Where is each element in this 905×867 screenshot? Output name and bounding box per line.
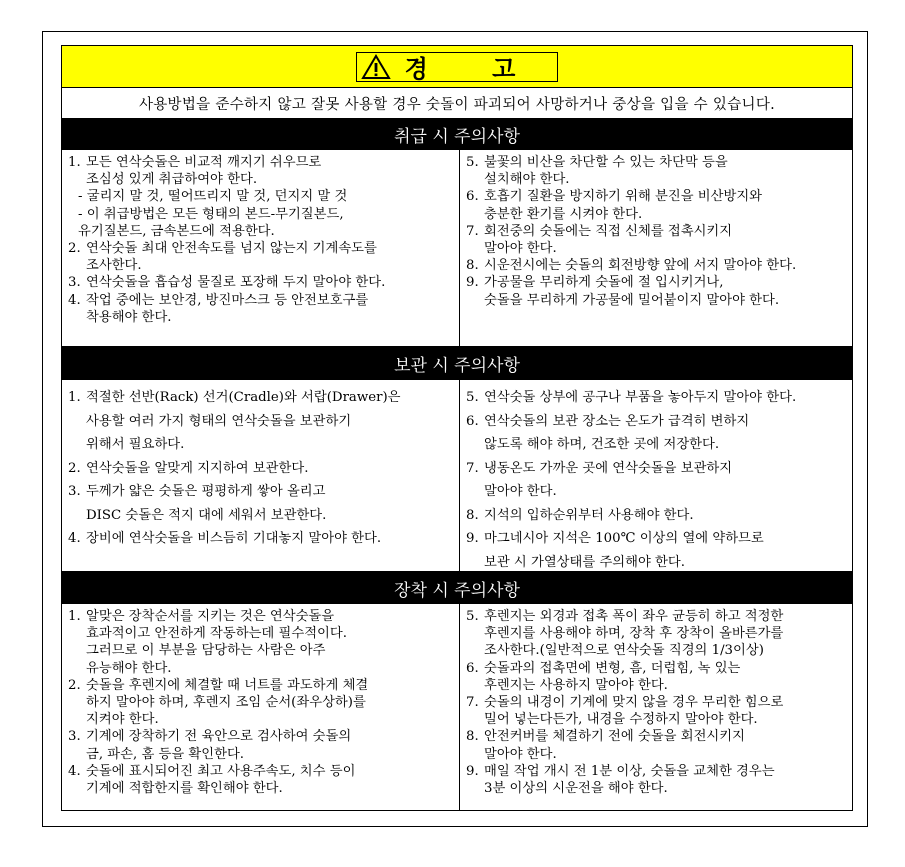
list-item <box>68 206 453 240</box>
mounting-right-column <box>460 604 852 810</box>
item-line <box>466 433 846 457</box>
list-item <box>466 154 846 188</box>
item-text: 지석의 입하순위부터 사용해야 한다. <box>484 507 694 523</box>
item-text: 적절한 선반(Rack) 선거(Cradle)와 서랍(Drawer)은 <box>86 390 401 405</box>
item-line <box>68 274 453 291</box>
item-line <box>466 480 846 504</box>
item-number: 6. <box>466 189 479 205</box>
list-item <box>68 274 453 291</box>
item-text: 밀어 넣는다든가, 내경을 수정하지 말아야 한다. <box>484 712 758 728</box>
item-line <box>466 660 846 677</box>
item-text: 지켜야 한다. <box>86 712 159 728</box>
item-line <box>466 457 846 481</box>
mounting-left-column <box>62 604 460 810</box>
item-line <box>68 154 453 171</box>
item-number: 8. <box>466 258 479 274</box>
list-item <box>466 188 846 222</box>
item-line <box>466 728 846 745</box>
section-body-mounting <box>62 604 852 810</box>
item-line <box>68 171 453 188</box>
item-number: 3. <box>68 484 81 499</box>
item-line <box>466 188 846 205</box>
item-text: 보관 시 가열상태를 주의해야 한다. <box>484 554 685 570</box>
item-number: 5. <box>466 390 479 405</box>
list-item <box>466 763 846 797</box>
item-line <box>466 206 846 223</box>
item-number: 7. <box>466 223 479 239</box>
item-number: 8. <box>466 729 479 745</box>
list-item <box>466 660 846 694</box>
item-line <box>68 309 453 326</box>
item-text: 말아야 한다. <box>484 484 557 499</box>
item-line <box>466 625 846 642</box>
item-text: 숫돌에 표시되어진 최고 사용주속도, 치수 등이 <box>86 763 356 779</box>
item-line <box>68 608 453 625</box>
item-text: 기계에 적합한지를 확인해야 한다. <box>86 781 283 797</box>
item-line <box>466 763 846 780</box>
item-line <box>466 410 846 434</box>
item-line <box>68 386 453 410</box>
item-line <box>466 274 846 291</box>
list-item <box>68 608 453 677</box>
list-item <box>466 527 846 574</box>
item-line <box>466 608 846 625</box>
item-line <box>466 780 846 797</box>
list-item <box>68 457 453 481</box>
warning-title-box <box>356 52 559 82</box>
item-line <box>68 763 453 780</box>
list-item <box>466 457 846 504</box>
item-line <box>68 746 453 763</box>
item-line <box>466 240 846 257</box>
list-item <box>466 608 846 660</box>
handling-left-column <box>62 150 460 346</box>
item-number: 4. <box>68 292 81 308</box>
item-number: 8. <box>466 507 479 523</box>
item-line <box>68 728 453 745</box>
item-number: 7. <box>466 460 479 476</box>
item-text: 숫돌의 내경이 기계에 맞지 않을 경우 무리한 힘으로 <box>484 695 784 711</box>
item-text: 설치해야 한다. <box>484 172 570 188</box>
item-text: 연삭숫돌의 보관 장소는 온도가 급격히 변하지 <box>484 413 750 429</box>
item-text: 3분 이상의 시운전을 해야 한다. <box>484 781 668 797</box>
item-line <box>68 677 453 694</box>
item-line <box>68 711 453 728</box>
item-text: 후렌지를 사용해야 하며, 장착 후 장착이 올바른가를 <box>484 626 784 642</box>
item-text: 연삭숫돌 최대 안전속도를 넘지 않는지 기계속도를 <box>86 241 377 257</box>
item-line <box>466 171 846 188</box>
list-item <box>466 410 846 457</box>
item-line <box>68 240 453 257</box>
list-item <box>466 694 846 728</box>
item-line <box>466 527 846 551</box>
item-text: 알맞은 장착순서를 지키는 것은 연삭숫돌을 <box>86 609 335 624</box>
handling-right-column <box>460 150 852 346</box>
item-number: 3. <box>68 275 81 291</box>
item-text: 매일 작업 개시 전 1분 이상, 숫돌을 교체한 경우는 <box>484 763 775 779</box>
item-line <box>466 711 846 728</box>
list-item <box>68 292 453 326</box>
item-number: 9. <box>466 275 479 291</box>
item-text: 사용할 여러 가지 형태의 연삭숫돌을 보관하기 <box>86 413 352 429</box>
item-list <box>466 386 846 574</box>
item-line <box>68 660 453 677</box>
item-text: 마그네시아 지석은 100℃ 이상의 열에 약하므로 <box>484 531 764 546</box>
item-text: 숫돌을 무리하게 가공물에 밀어붙이지 말아야 한다. <box>484 292 780 308</box>
item-text: 연삭숫돌을 알맞게 지지하여 보관한다. <box>86 460 309 476</box>
item-number: 2. <box>68 241 81 257</box>
item-text: - 이 취급방법은 모든 형태의 본드-무기질본드, <box>78 206 344 222</box>
item-line <box>68 223 453 240</box>
item-text: 숫돌을 후렌지에 체결할 때 너트를 과도하게 체결 <box>86 677 369 693</box>
item-text: 기계에 장착하기 전 육안으로 검사하여 숫돌의 <box>86 729 352 745</box>
item-line <box>68 188 453 205</box>
item-text: 연삭숫돌 상부에 공구나 부품을 놓아두지 말아야 한다. <box>484 390 797 405</box>
item-text: 작업 중에는 보안경, 방진마스크 등 안전보호구를 <box>86 292 369 308</box>
list-item <box>466 386 846 410</box>
item-line <box>68 206 453 223</box>
list-item <box>68 188 453 205</box>
list-item <box>466 274 846 308</box>
item-line <box>466 386 846 410</box>
item-text: 그러므로 이 부분을 담당하는 사람은 아주 <box>86 643 326 659</box>
item-number: 1. <box>68 609 81 624</box>
item-text: 불꽃의 비산을 차단할 수 있는 차단막 등을 <box>484 155 728 170</box>
item-text: 후렌지는 외경과 접촉 폭이 좌우 균등히 하고 적정한 <box>484 609 784 624</box>
item-line <box>466 551 846 575</box>
item-line <box>68 257 453 274</box>
item-list <box>466 154 846 309</box>
section-header-handling: 취급 시 주의사항 <box>62 119 852 150</box>
list-item <box>68 728 453 762</box>
item-line <box>466 746 846 763</box>
item-text: 하지 말아야 하며, 후렌지 조임 순서(좌우상하)를 <box>86 695 366 711</box>
item-text: 두께가 얇은 숫돌은 평평하게 쌓아 올리고 <box>86 484 326 499</box>
item-line <box>466 504 846 528</box>
item-text: 않도록 해야 하며, 건조한 곳에 저장한다. <box>484 437 720 452</box>
item-line <box>68 433 453 457</box>
item-number: 1. <box>68 390 81 405</box>
section-body-handling <box>62 150 852 347</box>
item-line <box>68 292 453 309</box>
item-text: 숫돌과의 접촉면에 변형, 흠, 더럽힘, 녹 있는 <box>484 660 741 676</box>
item-line <box>466 677 846 694</box>
item-line <box>68 504 453 528</box>
item-line <box>68 642 453 659</box>
item-number: 2. <box>68 460 81 476</box>
warning-header <box>62 46 852 88</box>
item-line <box>466 642 846 659</box>
item-line <box>466 292 846 309</box>
list-item <box>68 763 453 797</box>
warning-triangle-icon <box>361 54 391 80</box>
list-item <box>466 223 846 257</box>
item-number: 9. <box>466 763 479 779</box>
section-header-storage: 보관 시 주의사항 <box>62 347 852 380</box>
item-number: 6. <box>466 660 479 676</box>
item-number: 1. <box>68 155 81 170</box>
item-number: 7. <box>466 695 479 711</box>
item-text: 모든 연삭숫돌은 비교적 깨지기 쉬우므로 <box>86 155 322 170</box>
item-text: 회전중의 숫돌에는 직접 신체를 접촉시키지 <box>484 223 733 239</box>
item-text: 조심성 있게 취급하여야 한다. <box>86 172 258 188</box>
item-list <box>68 608 453 797</box>
warning-card <box>61 45 853 811</box>
item-text: 후렌지는 사용하지 말아야 한다. <box>484 677 668 693</box>
item-text: 호흡기 질환을 방지하기 위해 분진을 비산방지와 <box>484 189 763 205</box>
item-line <box>68 694 453 711</box>
storage-left-column <box>62 380 460 571</box>
item-text: 냉동온도 가까운 곳에 연삭숫돌을 보관하지 <box>484 460 733 476</box>
item-text: 연삭숫돌을 흡습성 물질로 포장해 두지 말아야 한다. <box>86 275 386 291</box>
item-text: 말아야 한다. <box>484 746 557 762</box>
item-number: 3. <box>68 729 81 745</box>
item-line <box>68 457 453 481</box>
item-number: 9. <box>466 531 479 546</box>
storage-right-column <box>460 380 852 571</box>
item-line <box>466 223 846 240</box>
item-number: 2. <box>68 677 81 693</box>
item-text: 유능해야 한다. <box>86 660 172 676</box>
item-number: 5. <box>466 609 479 624</box>
item-text: 말아야 한다. <box>484 241 557 257</box>
list-item <box>466 257 846 274</box>
item-text: 시운전시에는 숫돌의 회전방향 앞에 서지 말아야 한다. <box>484 258 797 274</box>
item-text: 조사한다.(일반적으로 연삭숫돌 직경의 1/3이상) <box>484 643 764 659</box>
item-list <box>68 154 453 326</box>
section-header-mounting: 장착 시 주의사항 <box>62 572 852 604</box>
item-text: DISC 숫돌은 적지 대에 세워서 보관한다. <box>86 507 327 523</box>
list-item <box>68 386 453 457</box>
item-line <box>466 257 846 274</box>
list-item <box>466 728 846 762</box>
item-text: 충분한 환기를 시켜야 한다. <box>484 206 643 222</box>
item-list <box>466 608 846 797</box>
item-text: 조사한다. <box>86 258 142 274</box>
item-text: 착용해야 한다. <box>86 309 172 325</box>
list-item <box>466 504 846 528</box>
warning-subtitle: 사용방법을 준수하지 않고 잘못 사용할 경우 숫돌이 파괴되어 사망하거나 중상을 입을 수 있습니다. <box>62 88 852 119</box>
item-number: 4. <box>68 763 81 779</box>
item-text: 안전커버를 체결하기 전에 숫돌을 회전시키지 <box>484 729 745 745</box>
item-text: 가공물을 무리하게 숫돌에 절 입시키거나, <box>484 275 724 291</box>
item-text: 효과적이고 안전하게 작동하는데 필수적이다. <box>86 626 347 642</box>
item-line <box>466 694 846 711</box>
item-line <box>466 154 846 171</box>
section-body-storage <box>62 380 852 572</box>
item-text: 장비에 연삭숫돌을 비스듬히 기대놓지 말아야 한다. <box>86 531 382 546</box>
list-item <box>68 240 453 274</box>
item-line <box>68 527 453 551</box>
item-number: 4. <box>68 531 81 546</box>
item-line <box>68 625 453 642</box>
item-line <box>68 480 453 504</box>
item-line <box>68 780 453 797</box>
list-item <box>68 677 453 729</box>
item-text: 위해서 필요하다. <box>86 437 185 452</box>
item-number: 5. <box>466 155 479 170</box>
item-text: 유기질본드, 금속본드에 적용한다. <box>78 223 275 239</box>
item-number: 6. <box>466 413 479 429</box>
list-item <box>68 480 453 527</box>
warning-title: 경 고 <box>404 54 544 83</box>
item-line <box>68 410 453 434</box>
item-text: 금, 파손, 홈 등을 확인한다. <box>86 746 245 762</box>
list-item <box>68 527 453 551</box>
list-item <box>68 154 453 188</box>
item-list <box>68 386 453 551</box>
item-text: - 굴리지 말 것, 떨어뜨리지 말 것, 던지지 말 것 <box>78 189 348 205</box>
